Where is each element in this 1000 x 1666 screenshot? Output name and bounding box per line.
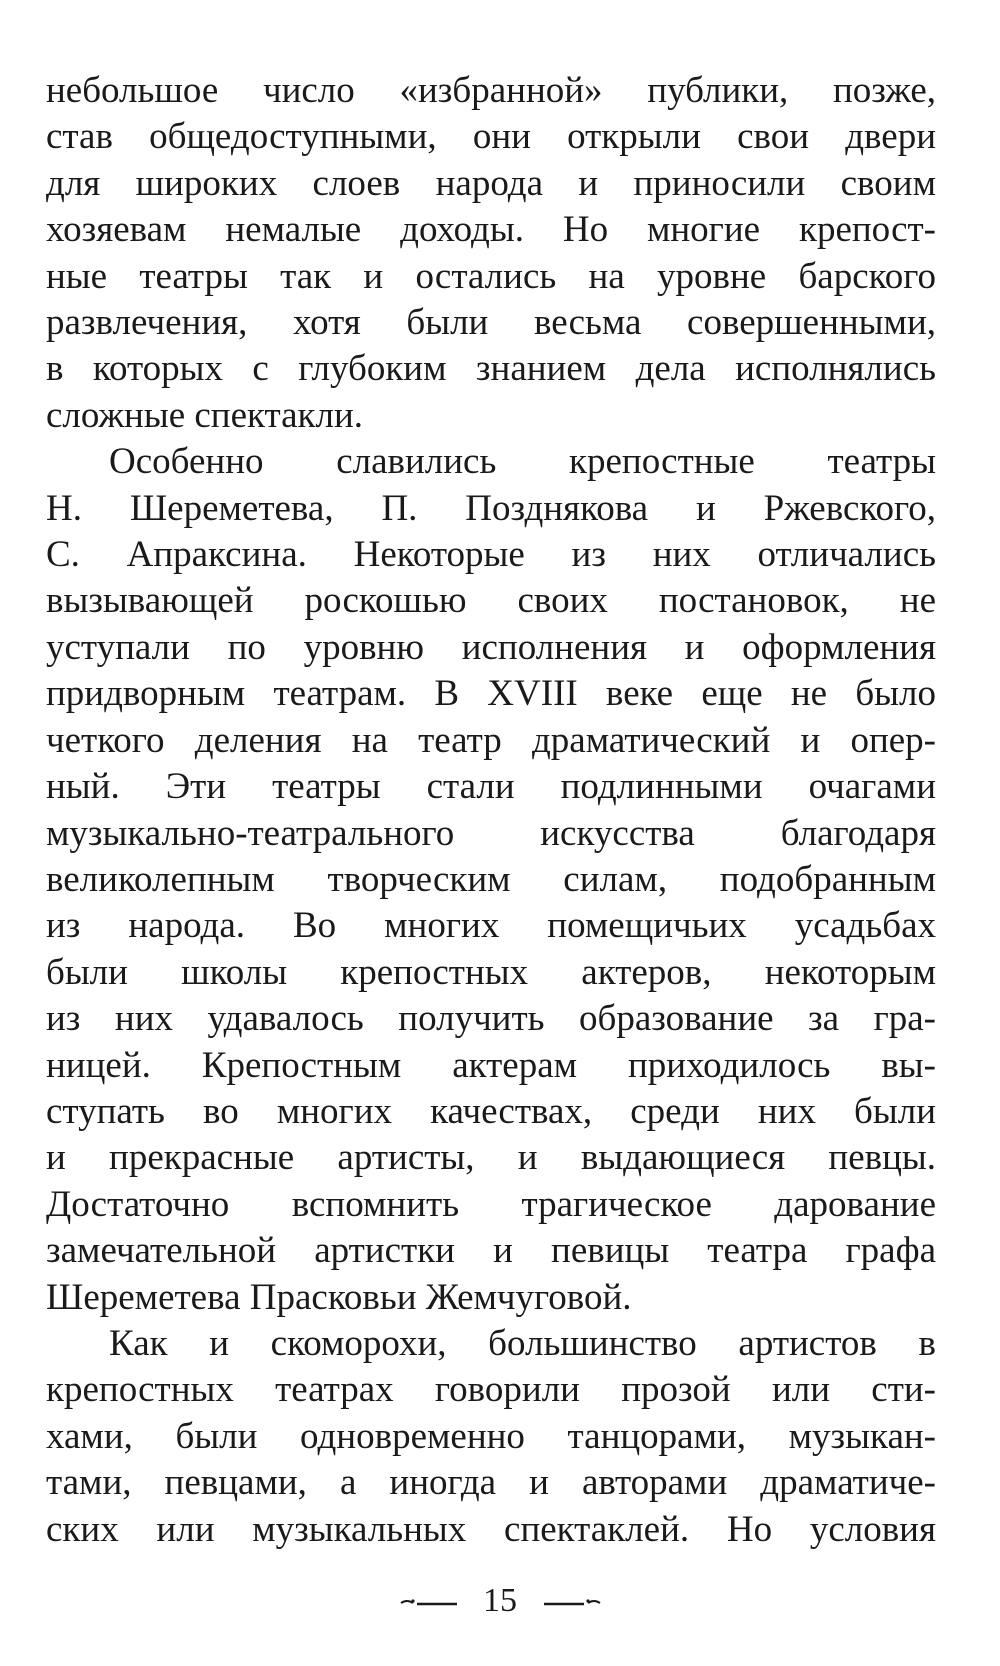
text-line: став общедоступными, они открыли свои двери: [46, 116, 936, 158]
text-line: крепостных театрах говорили прозой или сти-: [46, 1369, 936, 1411]
text-line: были школы крепостных актеров, некоторым: [46, 951, 936, 993]
text-line: Особенно славились крепостные театры: [109, 441, 936, 483]
text-line: тами, певцами, а иногда и авторами драматиче-: [46, 1462, 936, 1504]
paragraph: [46, 439, 936, 1321]
text-line: Достаточно вспомнить трагическое дарование: [46, 1183, 936, 1225]
right-ornament-icon: [540, 1594, 602, 1608]
text-line: музыкально-театрального искусства благодаря: [46, 812, 936, 854]
text-line: ницей. Крепостным актерам приходилось вы-: [46, 1044, 936, 1086]
text-line: хозяевам немалые доходы. Но многие крепост-: [46, 209, 936, 251]
text-line: ные театры так и остались на уровне барского: [46, 255, 936, 297]
text-line: и прекрасные артисты, и выдающиеся певцы.: [46, 1137, 936, 1179]
page-footer: [0, 1580, 1000, 1620]
page-body: [46, 68, 936, 1553]
text-line: из них удавалось получить образование за гра-: [46, 998, 936, 1040]
paragraph: [46, 1321, 936, 1553]
text-line: небольшое число «избранной» публики, позже,: [46, 70, 936, 111]
text-line: вызывающей роскошью своих постановок, не: [46, 580, 936, 622]
text-line: для широких слоев народа и приносили своим: [46, 162, 936, 204]
left-ornament-icon: [399, 1594, 461, 1608]
text-line: из народа. Во многих помещичьих усадьбах: [46, 905, 936, 947]
text-line: хами, были одновременно танцорами, музыкан-: [46, 1415, 936, 1457]
text-line: ских или музыкальных спектаклей. Но условия: [46, 1508, 936, 1550]
text-line: сложные спектакли.: [46, 394, 364, 436]
text-line: С. Апраксина. Некоторые из них отличались: [46, 534, 936, 576]
text-line: развлечения, хотя были весьма совершенными,: [46, 302, 936, 344]
text-line: ступать во многих качествах, среди них были: [46, 1090, 936, 1132]
text-line: Н. Шереметева, П. Позднякова и Ржевского,: [46, 487, 936, 529]
text-line: замечательной артистки и певицы театра графа: [46, 1230, 936, 1272]
text-line: ный. Эти театры стали подлинными очагами: [46, 766, 936, 808]
page-number: 15: [483, 1582, 517, 1620]
text-line: Шереметева Прасковьи Жемчуговой.: [46, 1276, 632, 1318]
paragraph: [46, 68, 936, 439]
text-line: Как и скоморохи, большинство артистов в: [109, 1322, 936, 1364]
text-line: четкого деления на театр драматический и опер-: [46, 719, 936, 761]
text-line: придворным театрам. В XVIII веке еще не было: [46, 673, 936, 715]
text-line: уступали по уровню исполнения и оформления: [46, 626, 936, 668]
text-line: в которых с глубоким знанием дела исполнялись: [46, 348, 936, 390]
text-line: великолепным творческим силам, подобранным: [46, 858, 936, 900]
